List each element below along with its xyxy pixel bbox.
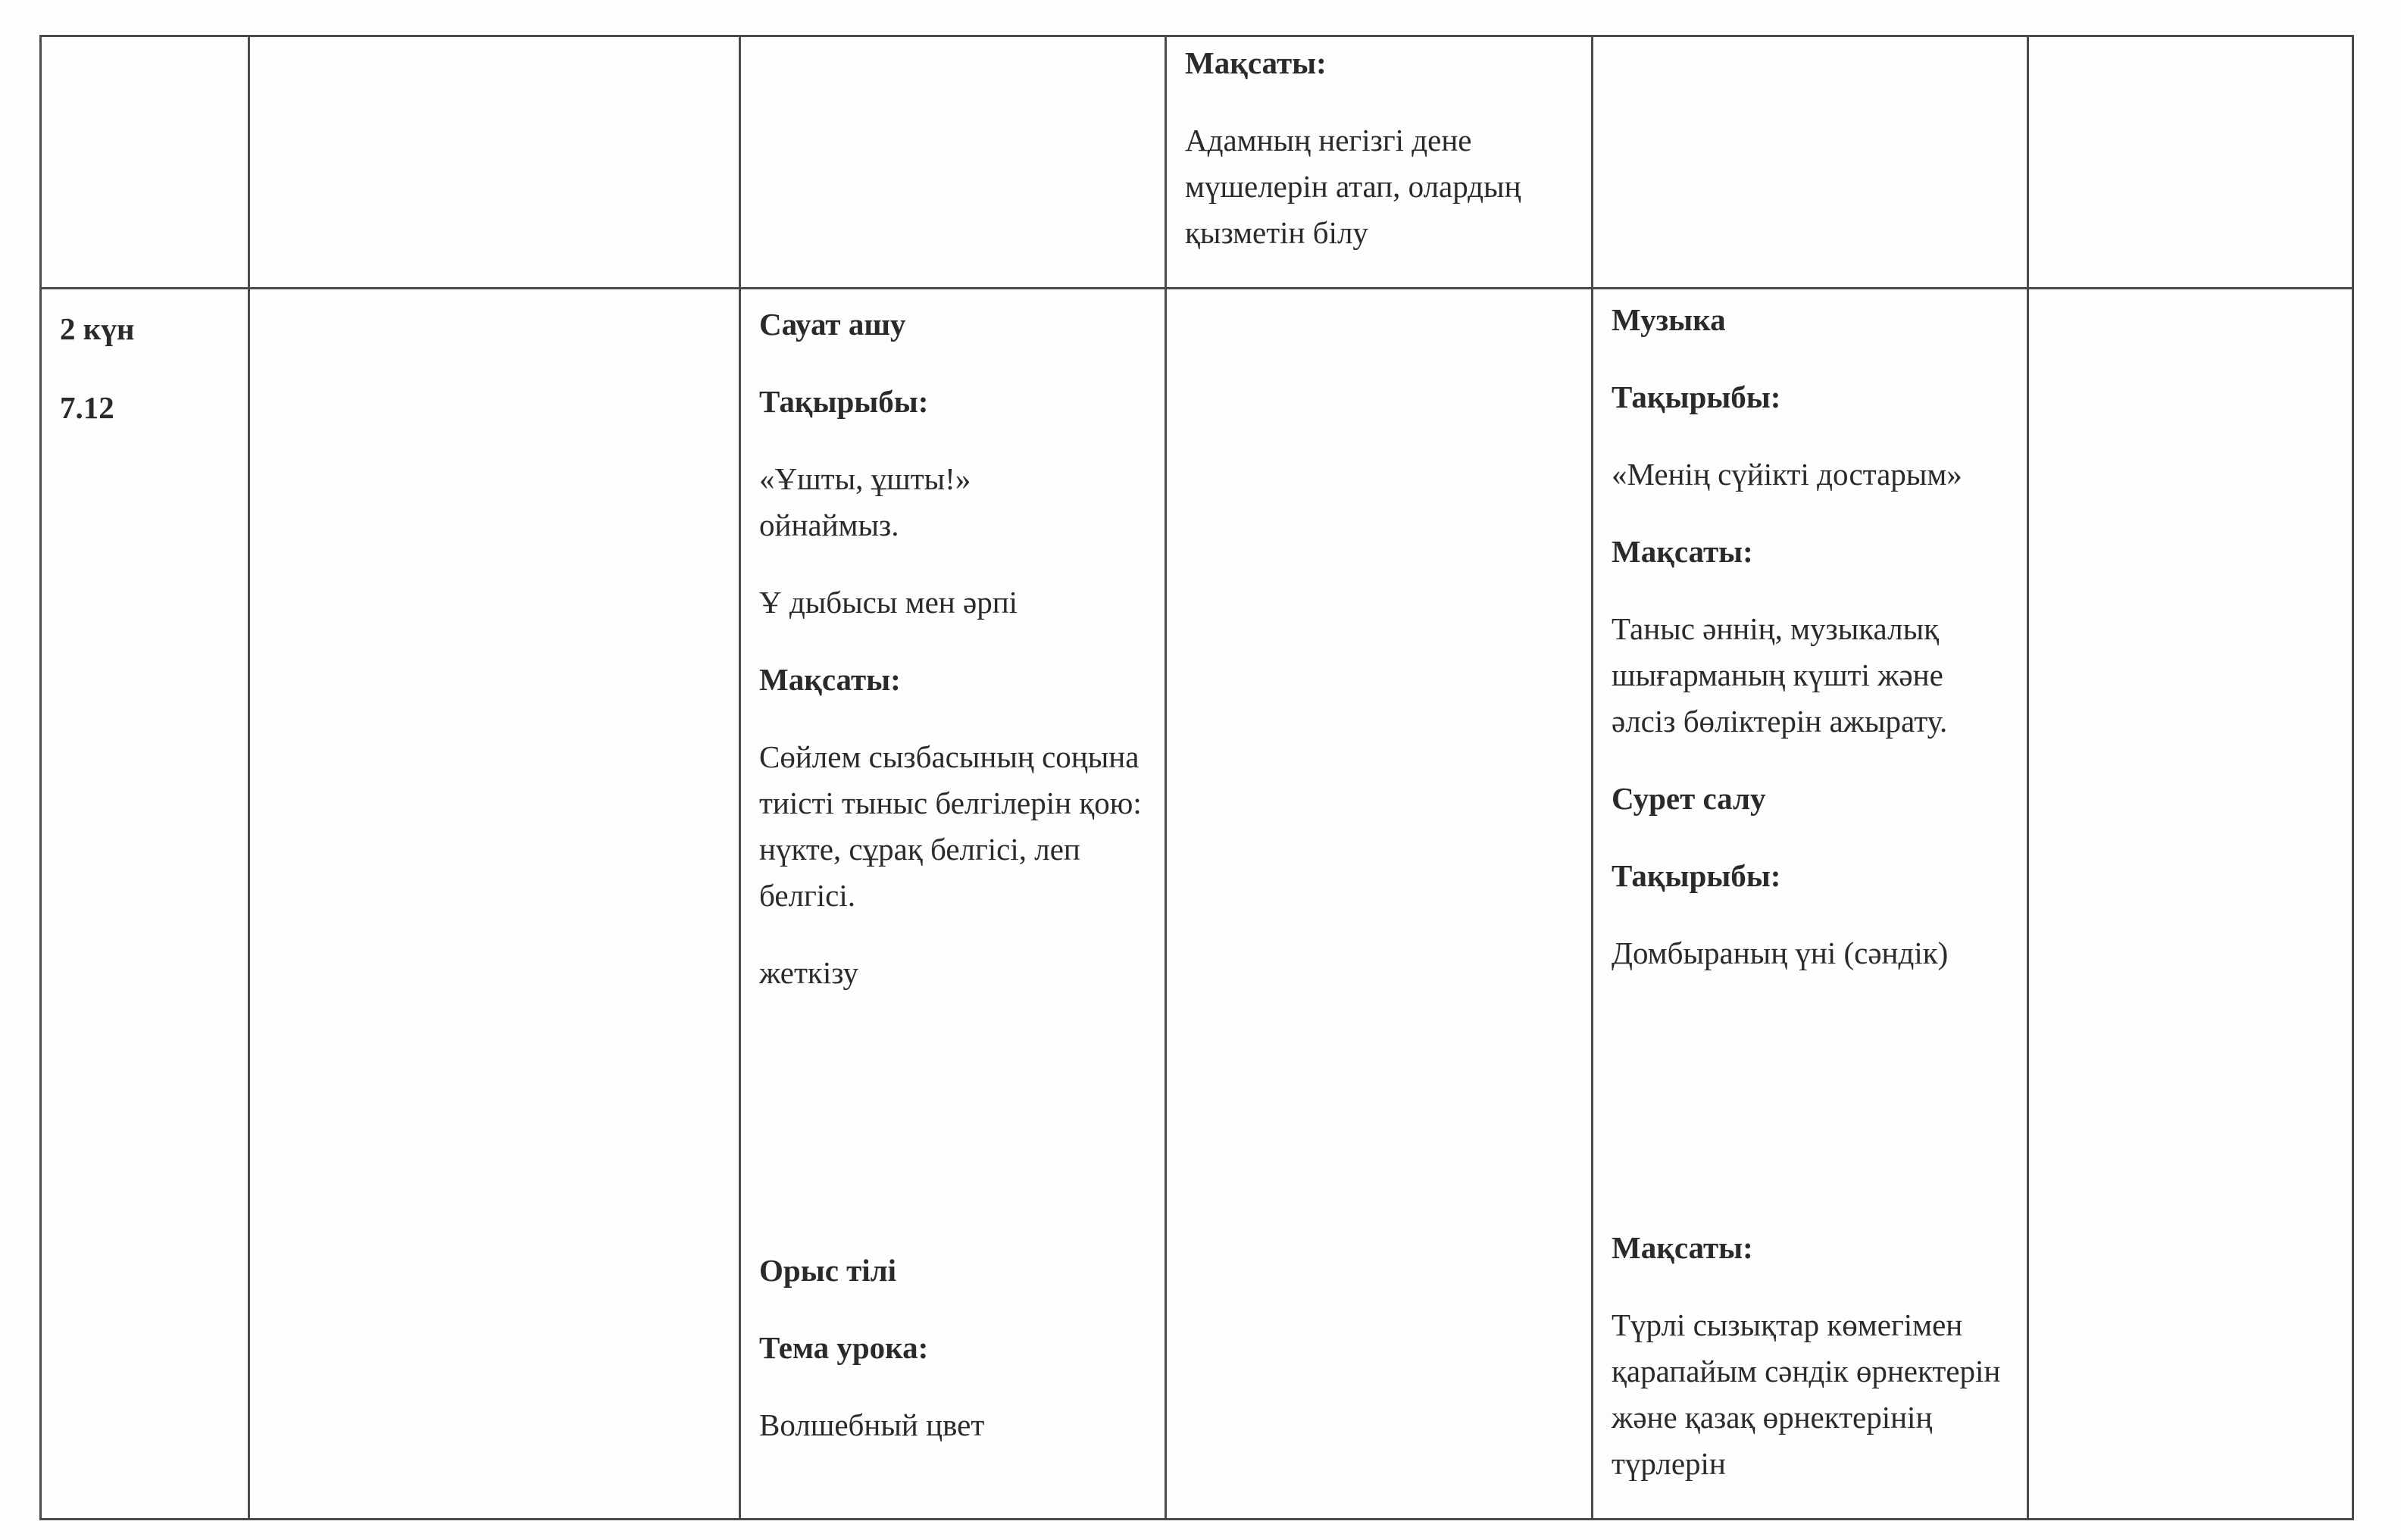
goal-label: Мақсаты: (1612, 1230, 1753, 1265)
subject-title: Сауат ашу (759, 307, 906, 342)
goal-text: Адамның негізгі дене мүшелерін атап, олардың қызметін білу (1185, 123, 1521, 250)
goal-text: Таныс әннің, музыкалық шығарманың күшті және әлсіз бөліктерін ажырату. (1612, 611, 1948, 739)
table-cell (249, 36, 740, 289)
table-cell (1166, 289, 1593, 1520)
day-label: 2 күн (60, 311, 135, 346)
goal-label: Мақсаты: (1612, 534, 1753, 569)
lesson-cell-literacy (740, 289, 1166, 1520)
subject-title: Орыс тілі (759, 1253, 897, 1288)
table-cell (1166, 36, 1593, 289)
table-cell (41, 36, 249, 289)
topic-text: ойнаймыз. (759, 508, 899, 542)
extra-text: жеткізу (759, 955, 859, 990)
table-cell (740, 36, 1166, 289)
table-cell (1593, 36, 2028, 289)
sound-text: Ұ дыбысы мен әрпі (759, 585, 1018, 620)
day-cell (41, 289, 249, 1520)
topic-text: Волшебный цвет (759, 1407, 985, 1442)
table-cell (249, 289, 740, 1520)
lesson-cell-music-art (1593, 289, 2028, 1520)
topic-label: Тема урока: (759, 1330, 929, 1365)
goal-text: Түрлі сызықтар көмегімен қарапайым сәндік өрнектерін және қазақ өрнектерінің түрлерін (1612, 1307, 2001, 1481)
topic-label: Тақырыбы: (1612, 380, 1781, 414)
topic-label: Тақырыбы: (1612, 858, 1781, 893)
goal-label: Мақсаты: (1185, 45, 1327, 80)
lesson-plan-table (39, 35, 2354, 1520)
topic-text: «Ұшты, ұшты!» (759, 461, 971, 496)
table-row (41, 36, 2353, 289)
day-date: 7.12 (60, 390, 114, 425)
table-cell (2028, 36, 2353, 289)
topic-label: Тақырыбы: (759, 384, 929, 419)
topic-text: Домбыраның үні (сәндік) (1612, 936, 1949, 970)
goal-text: Сөйлем сызбасының соңына тиісті тыныс белгілерін қою: нүкте, сұрақ белгісі, леп белгісі. (759, 739, 1142, 913)
table-row (41, 289, 2353, 1520)
subject-title: Музыка (1612, 302, 1726, 337)
subject-title: Сурет салу (1612, 781, 1766, 816)
table-cell (2028, 289, 2353, 1520)
topic-text: «Менің сүйікті достарым» (1612, 457, 1962, 492)
goal-label: Мақсаты: (759, 662, 901, 697)
